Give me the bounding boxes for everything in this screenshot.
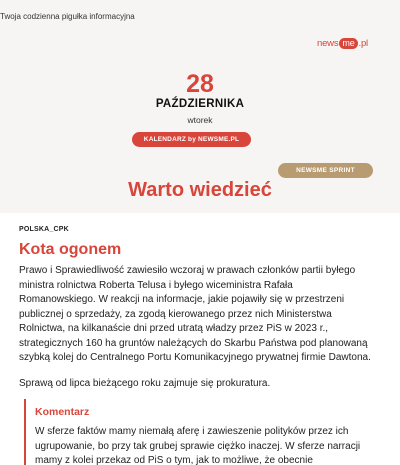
logo-text-pl: .pl <box>358 38 368 49</box>
article-paragraph: Sprawą od lipca bieżącego roku zajmuje się prokuratura. <box>19 378 271 389</box>
article-content <box>0 213 400 465</box>
date-day: 28 <box>186 70 214 98</box>
date-month: PAŹDZIERNIKA <box>155 98 245 110</box>
article-paragraph: Prawo i Sprawiedliwość zawiesiło wczoraj w prawach członków partii byłego ministra rolnictwa Roberta Telusa i byłego wiceministra Rafała Romanowskiego. W reakcji na informacje, jakie pojawiły się w przestrzeni publicznej o sprzedaży, za zgodą kierowanego przez nich Ministerstwa Rolnictwa, na kilkanaście dni przed utratą władzy przez PiS w 2023 r., strategicznych 160 ha gruntów należących do Skarbu Państwa pod planowaną szybką kolej do Centralnego Portu Komunikacyjnego prywatnej firmie Dawtona. <box>19 265 371 363</box>
article-tag: POLSKA_CPK <box>19 226 69 233</box>
date-weekday: wtorek <box>187 115 213 125</box>
logo-text-news: news <box>317 38 339 49</box>
article-title: Kota ogonem <box>19 241 122 258</box>
newsme-logo[interactable] <box>317 38 368 49</box>
section-headline: Warto wiedzieć <box>128 179 272 201</box>
comment-title: Komentarz <box>35 406 90 418</box>
comment-text: W sferze faktów mamy niemałą aferę i zawieszenie polityków przez ich ugrupowanie, bo przy tak grubej sprawie ciężko inaczej. W sferze narracji mamy z kolei przekaz od PiS o tym, jak to możliwe, że obecnie <box>35 426 361 465</box>
logo-text-me: me <box>339 38 357 49</box>
preheader-text: Twoja codzienna pigułka informacyjna <box>0 12 135 21</box>
newsme-sprint-button[interactable]: NEWSME SPRINT <box>278 163 373 178</box>
header-section <box>0 0 400 213</box>
calendar-button[interactable]: KALENDARZ by NEWSME.PL <box>132 132 251 147</box>
comment-box <box>24 399 372 465</box>
